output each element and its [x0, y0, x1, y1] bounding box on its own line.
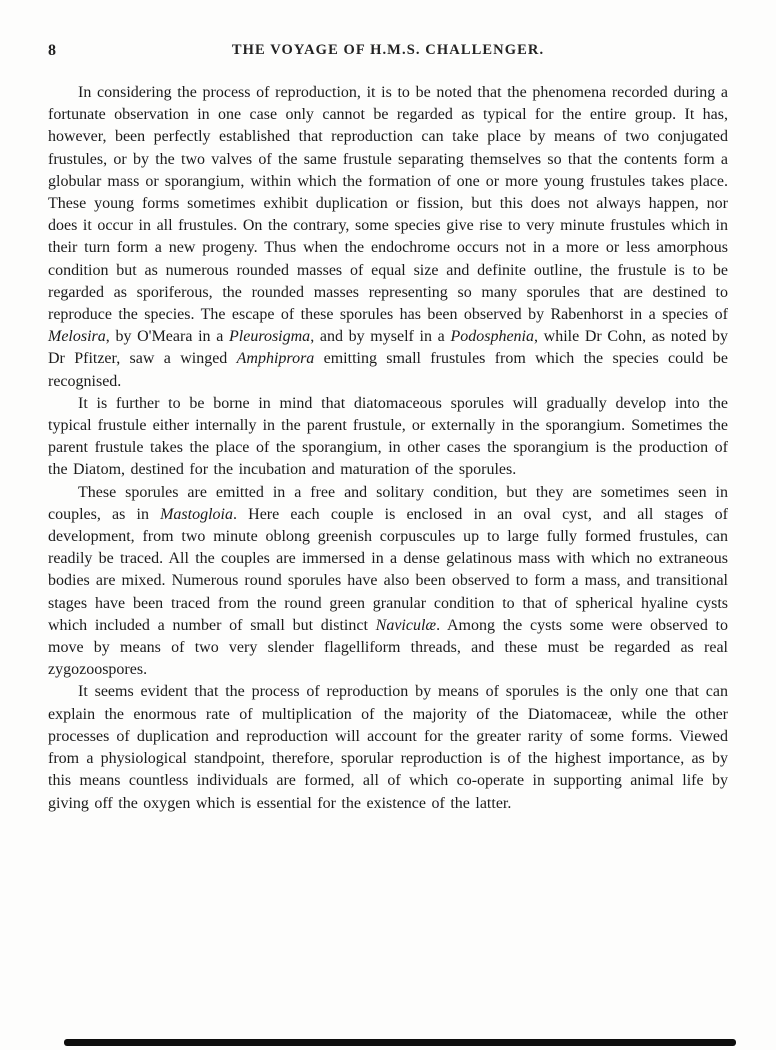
page-header	[48, 42, 728, 62]
page-body	[48, 82, 728, 815]
text-segment: . Among the cysts some were observed to move by means of two very slender flagelliform threads, and these must be regarded as real zygozoospores.	[48, 616, 729, 679]
paragraph	[48, 681, 728, 814]
text-segment: These sporules are emitted in a free and solitary condition, but they are sometimes seen in couples, as in	[48, 483, 728, 523]
species-name: Pleurosigma	[229, 328, 311, 346]
text-segment: , while Dr Cohn, as noted by Dr Pfitzer, saw a winged	[48, 328, 729, 368]
paragraph	[48, 82, 728, 393]
text-segment: emitting small frustules from which the species could be recognised.	[48, 350, 728, 390]
paragraph	[48, 393, 728, 482]
species-name: Podosphenia	[450, 328, 534, 346]
scan-edge-artifact	[64, 1039, 736, 1046]
species-name: Amphiprora	[236, 350, 315, 368]
text-segment: It is further to be borne in mind that diatomaceous sporules will gradually develop into the typical frustule either internally in the parent frustule, or externally in the sporangium. Sometimes the parent frustule takes the place of the sporangium, in other cases the sporangium is the production of the Diatom, destined for the incubation and maturation of the sporules.	[48, 394, 728, 479]
text-segment: . Here each couple is enclosed in an oval cyst, and all stages of development, from two minute oblong greenish corpuscules up to large fully formed frustules, can readily be traced. All the couples are immersed in a dense gelatinous mass with which no extraneous bodies are mixed. Numerous round sporules have also been observed to form a mass, and transitional stages have been traced from the round green granular condition to that of spherical hyaline cysts which included a number of small but distinct	[48, 505, 728, 634]
text-segment: In considering the process of reproduction, it is to be noted that the phenomena recorded during a fortunate observation in one case only cannot be regarded as typical for the entire group. It has, however, been perfectly established that reproduction can take place by means of two conjugated frustules, or by the two valves of the same frustule separating themselves so that the contents form a globular mass or sporangium, within which the formation of one or more young frustules takes place. These young forms sometimes exhibit duplication or fission, but this does not always happen, nor does it occur in all frustules. On the contrary, some species give rise to very minute frustules which in their turn form a new progeny. Thus when the endochrome occurs not in a more or less amorphous condition but as numerous rounded masses of equal size and definite outline, the frustule is to be regarded as sporiferous, the rounded masses representing so many sporules that are destined to reproduce the species. The escape of these sporules has been observed by Rabenhorst in a species of	[48, 84, 728, 324]
species-name: Melosira	[48, 328, 106, 346]
running-title: THE VOYAGE OF H.M.S. CHALLENGER.	[231, 42, 545, 58]
species-name: Mastogloia	[160, 505, 233, 523]
text-segment: It seems evident that the process of reproduction by means of sporules is the only one that can explain the enormous rate of multiplication of the majority of the Diatomaceæ, while the other processes of duplication and reproduction will account for the greater rarity of some forms. Viewed from a physiological standpoint, therefore, sporular reproduction is of the highest importance, as by this means countless individuals are formed, all of which co-operate in supporting animal life by giving off the oxygen which is essential for the existence of the latter.	[48, 683, 728, 812]
text-segment: , by O'Meara in a	[105, 328, 229, 346]
species-name: Naviculæ	[375, 616, 437, 634]
paragraph	[48, 482, 728, 682]
page-number: 8	[48, 42, 56, 59]
text-segment: , and by myself in a	[310, 328, 451, 346]
